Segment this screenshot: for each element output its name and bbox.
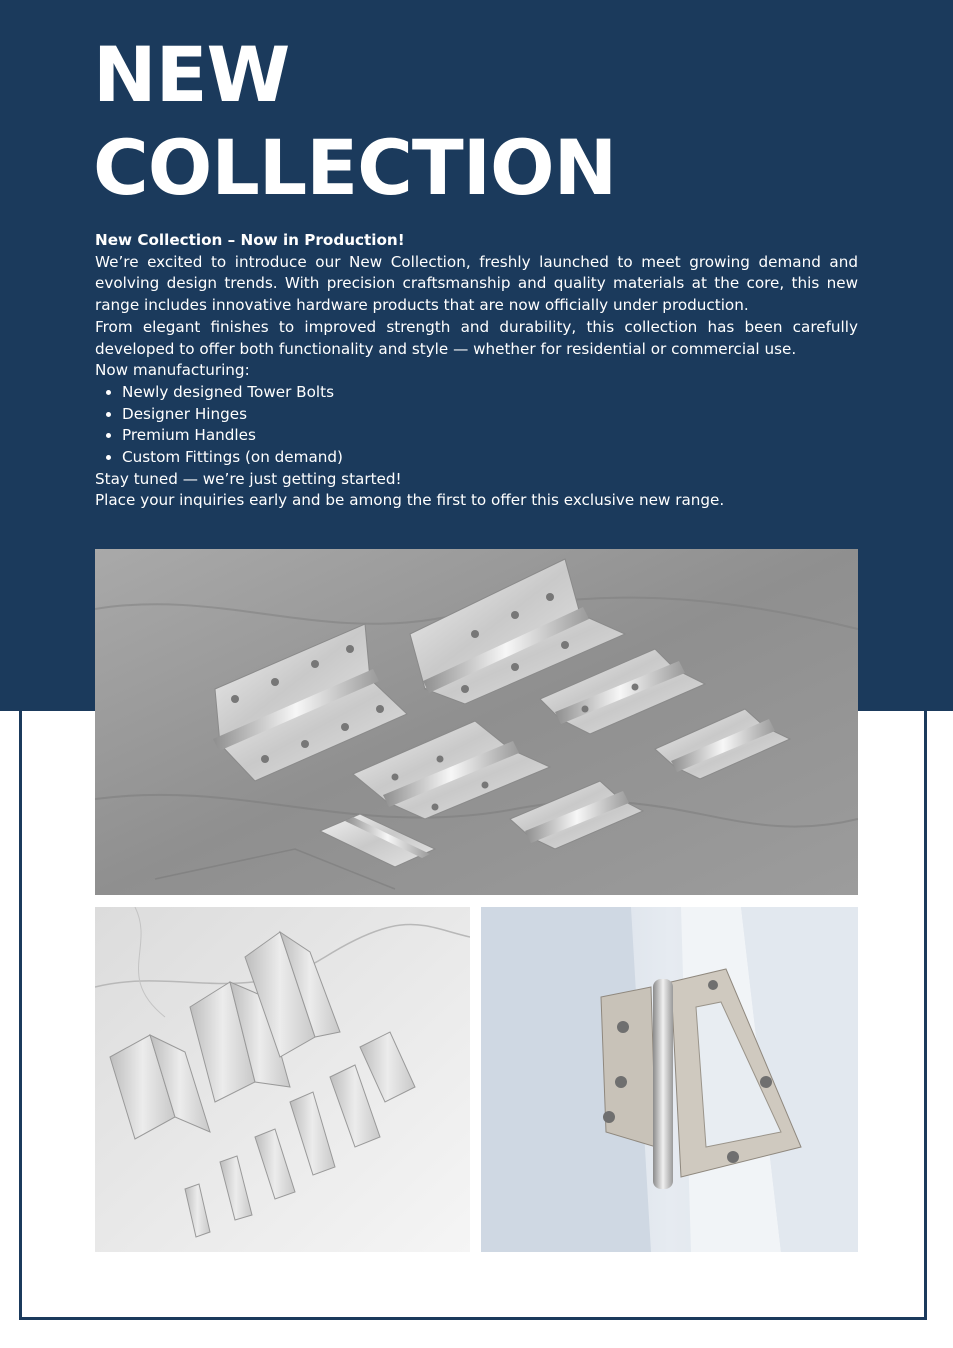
intro-subheading: New Collection – Now in Production! [95,231,405,249]
intro-paragraph-1: We’re excited to introduce our New Collection, freshly launched to meet growing demand and evolving design trends. With precision craftsmanship and quality materials at the core, this new range includes innovative hardware products that are now officially under production. [95,252,858,315]
title-line-1: NEW [93,30,290,119]
hinge-installed-photo [481,907,858,1252]
title-line-2: COLLECTION [93,123,617,212]
hinges-collection-photo [95,549,858,895]
product-item-hinges: • Designer Hinges [122,404,858,426]
product-list [95,382,858,469]
intro-paragraph-2: From elegant finishes to improved strength and durability, this collection has been carefully developed to offer both functionality and style — whether for residential or commercial use. [95,317,858,358]
page-title [93,28,616,214]
product-item-custom-fittings: • Custom Fittings (on demand) [122,447,858,469]
closing-line-2: Place your inquiries early and be among the first to offer this exclusive new range. [95,491,725,510]
product-item-tower-bolts: • Newly designed Tower Bolts [122,382,858,404]
intro-text [95,230,858,512]
product-item-handles: • Premium Handles [122,425,858,447]
hinges-marble-photo [95,907,470,1252]
closing-line-1: Stay tuned — we’re just getting started! [95,469,402,488]
list-intro: Now manufacturing: [95,361,250,380]
